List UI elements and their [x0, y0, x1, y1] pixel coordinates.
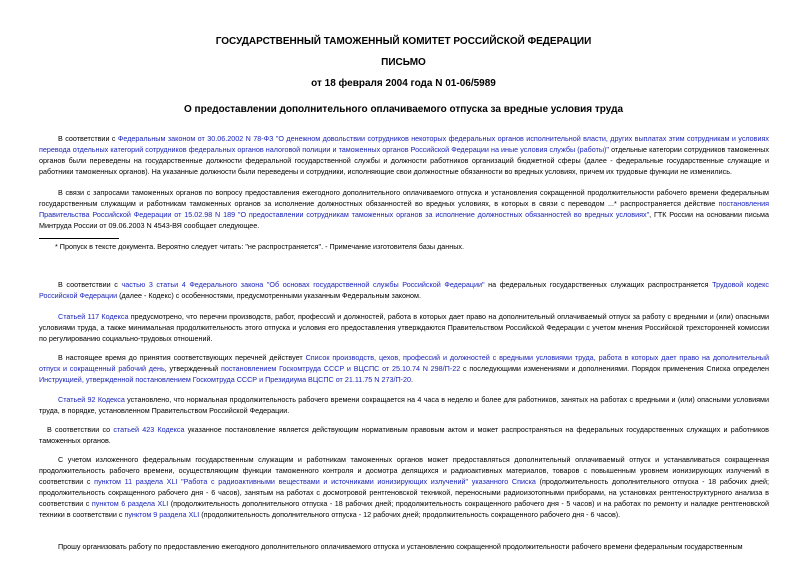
paragraph-7: В соответствии со статьей 423 Кодекса указанное постановление является действующим нормативным правовым актом и может распространяться на федеральных государственных служащих и работников таможенных органов. [39, 425, 769, 445]
agency-title: ГОСУДАРСТВЕННЫЙ ТАМОЖЕННЫЙ КОМИТЕТ РОССИЙСКОЙ ФЕДЕРАЦИИ [215, 36, 592, 47]
document-type: ПИСЬМО [381, 57, 426, 68]
link-hazardous-list[interactable]: Список производств, цехов, профессий и должностей с вредными условиями труда, работа в которых дает право на дополнительный отпуск и сокращенный рабочий день [39, 353, 769, 373]
link-section-41-item-6[interactable]: пунктом 6 раздела XLI [91, 499, 169, 508]
footnote: * Пропуск в тексте документа. Вероятно следует читать: "не распространяется". - Примечание изготовителя базы данных. [55, 242, 464, 251]
document-date: от 18 февраля 2004 года N 01-06/5989 [311, 78, 496, 89]
link-labor-code[interactable]: Трудовой кодекс Российской Федерации [39, 280, 770, 300]
link-government-decree-189[interactable]: постановления Правительства Российской Федерации от 15.02.98 N 189 "О предоставлении сотрудникам таможенных органов за исполнение должностных обязанностей во вредных условиях" [39, 199, 769, 219]
footnote-divider [39, 238, 119, 239]
paragraph-9: Прошу организовать работу по предоставлению ежегодного дополнительного оплачиваемого отпуска и установлению сокращенной продолжительности рабочего времени федеральным государственным [58, 542, 743, 551]
link-article-423[interactable]: статьей 423 Кодекса [113, 425, 185, 434]
link-civil-service-law[interactable]: частью 3 статьи 4 Федерального закона "Об основах государственной службы Российской Федерации" [121, 280, 485, 289]
paragraph-4: Статьей 117 Кодекса предусмотрено, что перечни производств, работ, профессий и должностей, работа в которых дает право на дополнительный оплачиваемый отпуск за работу с вредными и (или) опасными условиями труда, а также минимальная продолжительность этого отпуска и условия его предоставления утверждаются Правительством Российской Федерации с учетом мнения Российской трехсторонней комиссии по регулированию социально-трудовых отношений. [39, 312, 769, 343]
paragraph-5: В настоящее время до принятия соответствующих перечней действует Список производств, цехов, профессий и должностей с вредными условиями труда, работа в которых дает право на дополнительный отпуск и сокращенный рабочий день, утвержденный постановлением Госкомтруда СССР и ВЦСПС от 25.10.74 N 298/П-22 с последующими изменениями и дополнениями. Порядок применения Списка определен Инструкцией, утвержденной постановлением Госкомтруда СССР и Президиума ВЦСПС от 21.11.75 N 273/П-20. [39, 353, 770, 384]
paragraph-2: В связи с запросами таможенных органов по вопросу предоставления ежегодного дополнительного оплачиваемого отпуска и установления сокращенной продолжительности рабочего времени федеральным государственным служащим и работникам таможенных органов за исполнение должностных обязанностей во вредных условиях, в которых в связи с переводом ...* распространяется действие постановления Правительства Российской Федерации от 15.02.98 N 189 "О предоставлении сотрудникам таможенных органов за исполнение должностных обязанностей во вредных условиях", ГТК России на основании письма Минтруда России от 09.06.2003 N 4543-ВЯ сообщает следующее. [39, 188, 769, 230]
link-article-92[interactable]: Статьей 92 Кодекса [58, 395, 125, 404]
paragraph-3: В соответствии с частью 3 статьи 4 Федерального закона "Об основах государственной службы Российской Федерации" на федеральных государственных служащих распространяется Трудовой кодекс Российской Федерации (далее - Кодекс) с особенностями, предусмотренными указанным Федеральным законом. [39, 280, 770, 300]
link-article-117[interactable]: Статьей 117 Кодекса [58, 312, 129, 321]
link-federal-law-78fz[interactable]: Федеральным законом от 30.06.2002 N 78-ФЗ "О денежном довольствии сотрудников некоторых федеральных органов исполнительной власти, других выплатах этим сотрудникам и условиях перевода отдельных категорий сотрудников федеральных органов налоговой полиции и таможенных органов Российской Федерации на иные условия службы (работы)" [39, 134, 770, 154]
paragraph-6: Статьей 92 Кодекса установлено, что нормальная продолжительность рабочего времени сокращается на 4 часа в неделю и более для работников, занятых на работах с вредными и (или) опасными условиями труда, в порядке, установленном Правительством Российской Федерации. [39, 395, 769, 415]
paragraph-8: С учетом изложенного федеральным государственным служащим и работникам таможенных органов может предоставляться дополнительный оплачиваемый отпуск и устанавливаться сокращенная продолжительность рабочего времени, осуществляющим функции таможенного контроля и досмотра делящихся и радиоактивных материалов, товаров с повышенным уровнем ионизирующих излучений в соответствии с пунктом 11 раздела XLI "Работа с радиоактивными веществами и источниками ионизирующих излучений" указанного Списка (продолжительность дополнительного отпуска - 18 рабочих дней; продолжительность сокращенного рабочего дня - 6 часов), занятым на работах с досмотровой рентгеновской техникой, переносными радиоизотопными приборами, на установках рентгеноструктурного анализа в соответствии с пунктом 6 раздела XLI (продолжительность дополнительного отпуска - 18 рабочих дней; продолжительность сокращенного рабочего дня - 5 часов) и на работах по ремонту и наладке рентгеновской техники в соответствии с пунктом 9 раздела XLI (продолжительность дополнительного отпуска - 12 рабочих дней; продолжительность сокращенного рабочего дня - 6 часов). [39, 455, 769, 519]
link-goskomtrud-decree-298[interactable]: постановлением Госкомтруда СССР и ВЦСПС от 25.10.74 N 298/П-22 [220, 364, 461, 373]
link-instruction-273[interactable]: Инструкцией, утвержденной постановлением Госкомтруда СССР и Президиума ВЦСПС от 21.11.75 N 273/П-20 [39, 375, 412, 384]
link-section-41-item-9[interactable]: пунктом 9 раздела XLI [124, 510, 200, 519]
document-subject: О предоставлении дополнительного оплачиваемого отпуска за вредные условия труда [184, 104, 623, 115]
link-section-41-item-11[interactable]: пунктом 11 раздела XLI "Работа с радиоактивными веществами и источниками ионизирующих излучений" указанного Списка [94, 477, 536, 486]
paragraph-1: В соответствии с Федеральным законом от 30.06.2002 N 78-ФЗ "О денежном довольствии сотрудников некоторых федеральных органов исполнительной власти, других выплатах этим сотрудникам и условиях перевода отдельных категорий сотрудников федеральных органов налоговой полиции и таможенных органов Российской Федерации на иные условия службы (работы)" отдельные категории сотрудников таможенных органов были переведены на государственные должности федеральной государственной службы и должности работников организаций бюджетной сферы (далее - федеральные государственные служащие и работники таможенных органов). На указанные должности были переведены и сотрудники, исполняющие свои должностные обязанности во вредных условиях, причем их трудовые функции не изменились. [39, 134, 770, 176]
